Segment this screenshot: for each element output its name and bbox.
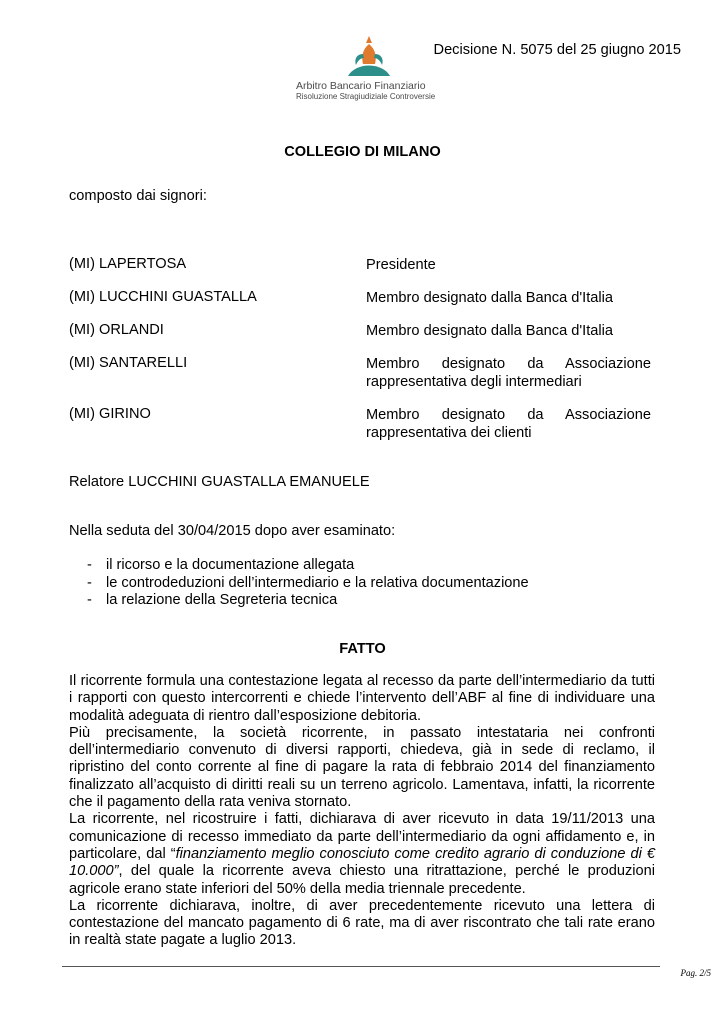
fatto-body bbox=[69, 673, 655, 950]
fatto-heading: FATTO bbox=[339, 641, 386, 657]
paragraph: Il ricorrente formula una contestazione legata al recesso da parte dell’intermediario da tutti i rapporti con questo intercorrenti e chiede l’intervento dell’ABF al fine di individuare una modalità adeguata di rientro dall’esposizione debitoria. bbox=[69, 673, 655, 724]
member-name: (MI) LUCCHINI GUASTALLA bbox=[69, 289, 257, 305]
list-item: - la relazione della Segreteria tecnica bbox=[87, 592, 529, 610]
paragraph: La ricorrente dichiarava, inoltre, di aver precedentemente ricevuto una lettera di contestazione del mancato pagamento di 6 rate, ma di aver riscontrato che tali rate erano in realtà state pagate a luglio 2013. bbox=[69, 897, 655, 949]
list-item: - il ricorso e la documentazione allegata bbox=[87, 557, 529, 575]
member-role: Membro designato dalla Banca d'Italia bbox=[366, 290, 613, 306]
member-role: Presidente bbox=[366, 257, 436, 273]
member-name: (MI) ORLANDI bbox=[69, 322, 164, 338]
composto-label: composto dai signori: bbox=[69, 188, 207, 204]
page-number: Pag. 2/5 bbox=[680, 968, 711, 978]
member-name: (MI) SANTARELLI bbox=[69, 355, 188, 371]
collegio-heading: COLLEGIO DI MILANO bbox=[284, 144, 441, 160]
decision-number: Decisione N. 5075 del 25 giugno 2015 bbox=[433, 42, 681, 58]
paragraph bbox=[69, 811, 655, 897]
quoted-text: finanziamento meglio conosciuto come credito agrario di conduzione di € 10.000” bbox=[69, 845, 655, 880]
member-name: (MI) LAPERTOSA bbox=[69, 256, 187, 272]
paragraph-text: La ricorrente, nel ricostruire i fatti, dichiarava di aver ricevuto in data 19/11/2013 una comunicazione di recesso immediato da parte dell’intermediario da ogni affidamento e, in particolare, dal “ bbox=[69, 811, 655, 862]
member-role-continued: rappresentativa degli intermediari bbox=[366, 374, 582, 390]
member-role: Membro designato da Associazione bbox=[366, 407, 651, 423]
abf-emblem-icon bbox=[334, 36, 404, 78]
relatore: Relatore LUCCHINI GUASTALLA EMANUELE bbox=[69, 474, 370, 490]
logo-subtitle: Risoluzione Stragiudiziale Controversie bbox=[296, 92, 436, 101]
paragraph: Più precisamente, la società ricorrente, in passato intestataria nei confronti dell’intermediario convenuto di diversi rapporti, chiedeva, già in sede di reclamo, il ripristino del conto corrente al fine di pagare la rata di febbraio 2014 del finanziamento finalizzato all’acquisto di diritti reali su un terreno agricolo. Lamentava, infatti, la ricorrente che il pagamento della rata veniva stornato. bbox=[69, 724, 655, 811]
examined-list bbox=[87, 557, 529, 610]
seduta-intro: Nella seduta del 30/04/2015 dopo aver esaminato: bbox=[69, 523, 396, 539]
member-role: Membro designato da Associazione bbox=[366, 356, 651, 372]
logo-title: Arbitro Bancario Finanziario bbox=[296, 80, 426, 92]
paragraph-text: , del quale la ricorrente aveva chiesto una ritrattazione, perché le produzioni agricole erano state inferiori del 50% della media triennale precedente. bbox=[69, 863, 655, 897]
footer-divider bbox=[62, 966, 660, 967]
member-role-continued: rappresentativa dei clienti bbox=[366, 425, 532, 441]
member-name: (MI) GIRINO bbox=[69, 406, 151, 422]
member-role: Membro designato dalla Banca d'Italia bbox=[366, 323, 613, 339]
list-item: - le controdeduzioni dell’intermediario e la relativa documentazione bbox=[87, 575, 529, 593]
